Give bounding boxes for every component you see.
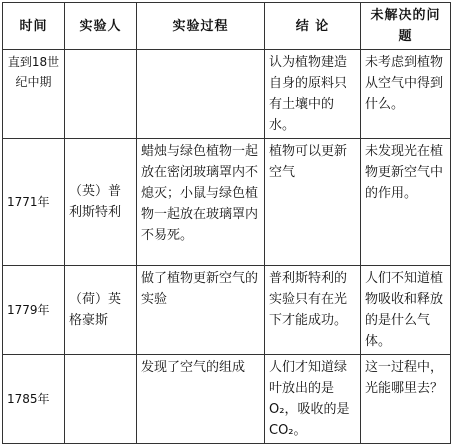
- cell-conclusion: 人们才知道绿叶放出的是O₂，吸收的是CO₂。: [265, 355, 361, 444]
- cell-person: （英）普利斯特利: [65, 139, 137, 266]
- cell-time: 1779年: [3, 266, 65, 355]
- cell-unresolved: 未发现光在植物更新空气中的作用。: [361, 139, 451, 266]
- header-process: 实验过程: [137, 3, 265, 50]
- table-row: [3, 139, 451, 266]
- cell-conclusion: 认为植物建造自身的原料只有土壤中的水。: [265, 50, 361, 139]
- cell-unresolved: 这一过程中，光能哪里去？: [361, 355, 451, 444]
- history-table: [2, 2, 451, 444]
- cell-time: 1785年: [3, 355, 65, 444]
- cell-person: [65, 355, 137, 444]
- cell-process: 蜡烛与绿色植物一起放在密闭玻璃罩内不熄灭；小鼠与绿色植物一起放在玻璃罩内不易死。: [137, 139, 265, 266]
- header-conclusion: 结 论: [265, 3, 361, 50]
- header-row: [3, 3, 451, 50]
- cell-process: 做了植物更新空气的实验: [137, 266, 265, 355]
- table-row: [3, 355, 451, 444]
- cell-person: [65, 50, 137, 139]
- cell-time: 直到18世纪中期: [3, 50, 65, 139]
- cell-process: 发现了空气的组成: [137, 355, 265, 444]
- cell-time: 1771年: [3, 139, 65, 266]
- cell-process: [137, 50, 265, 139]
- cell-conclusion: 普利斯特利的实验只有在光下才能成功。: [265, 266, 361, 355]
- table-row: [3, 266, 451, 355]
- cell-unresolved: 人们不知道植物吸收和释放的是什么气体。: [361, 266, 451, 355]
- header-person: 实验人: [65, 3, 137, 50]
- cell-person: （荷）英格豪斯: [65, 266, 137, 355]
- table-row: [3, 50, 451, 139]
- header-unresolved: 未解决的问题: [361, 3, 451, 50]
- cell-conclusion: 植物可以更新空气: [265, 139, 361, 266]
- cell-unresolved: 未考虑到植物从空气中得到什么。: [361, 50, 451, 139]
- header-time: 时间: [3, 3, 65, 50]
